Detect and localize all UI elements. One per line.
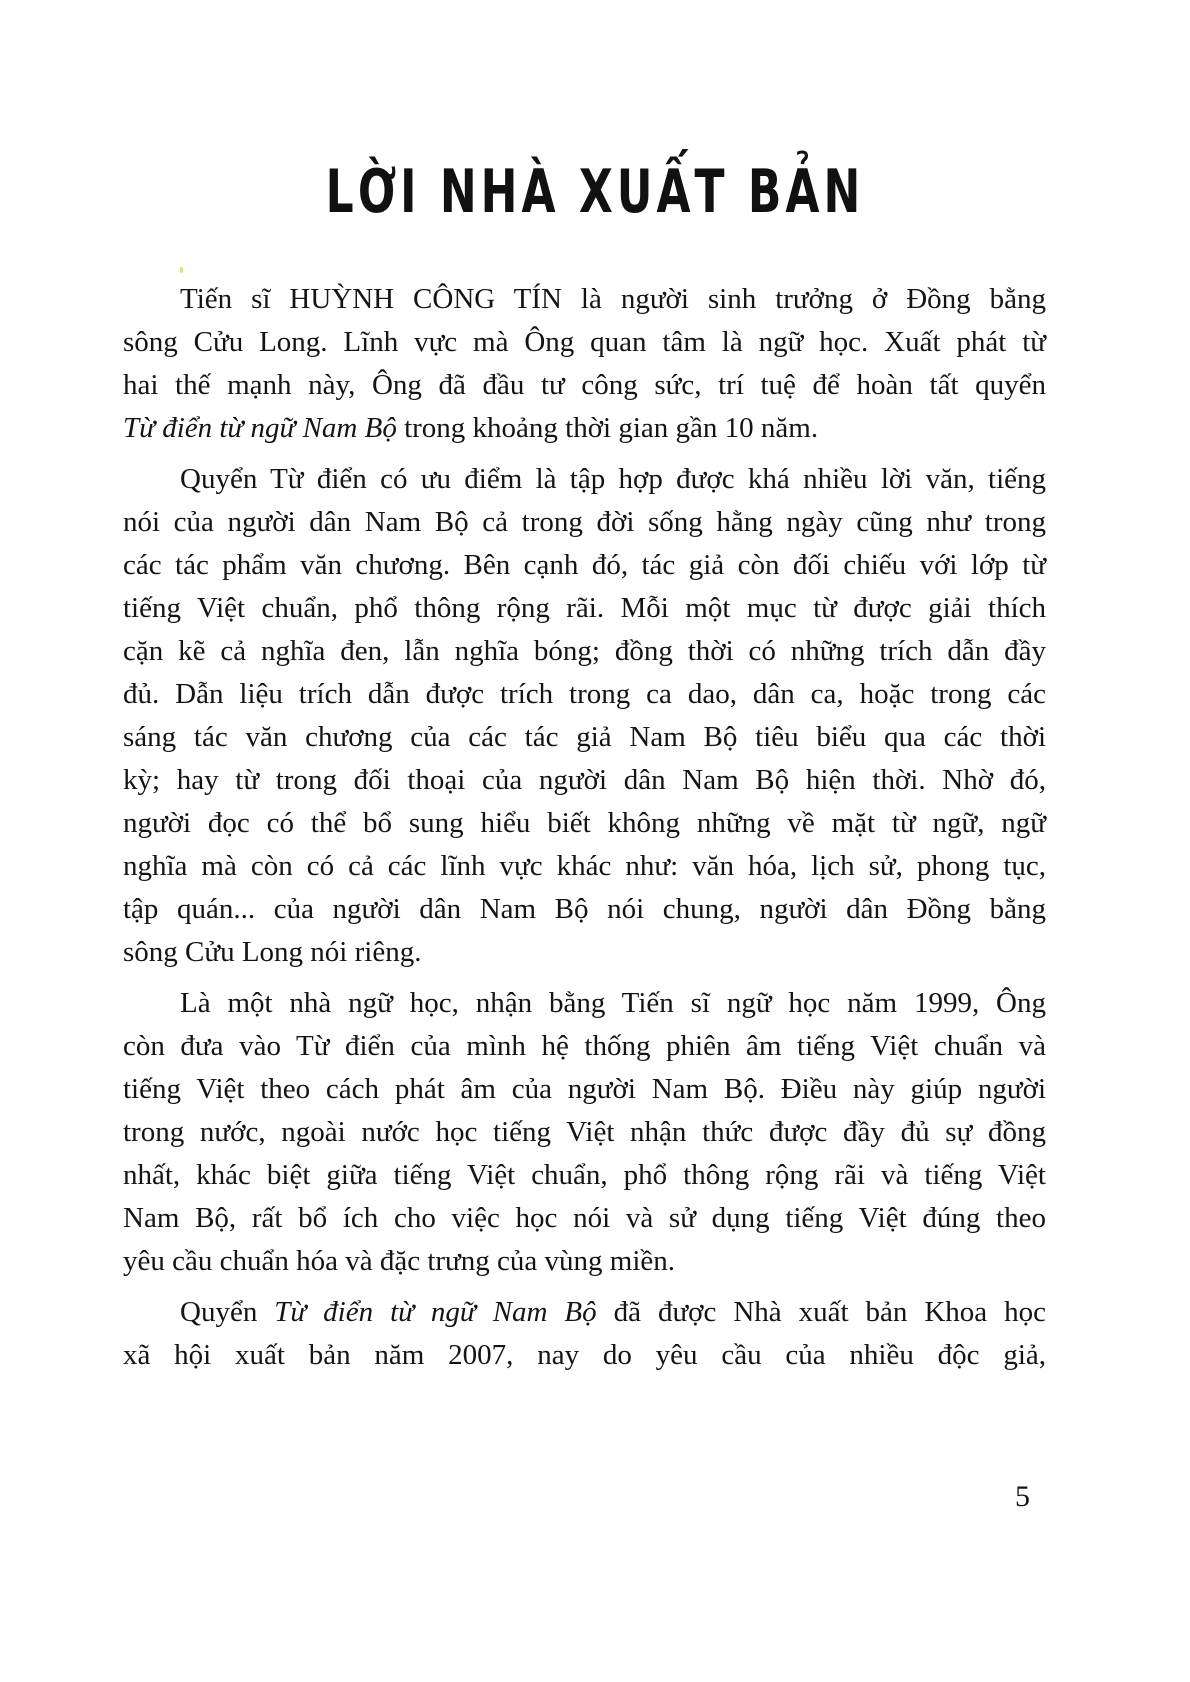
text-line bbox=[123, 1291, 1046, 1334]
text-line: nhất, khác biệt giữa tiếng Việt chuẩn, phổ thông rộng rãi và tiếng Việt bbox=[123, 1159, 1046, 1191]
text-line: tiếng Việt theo cách phát âm của người Nam Bộ. Điều này giúp người bbox=[123, 1073, 1046, 1105]
text-line bbox=[123, 407, 1046, 450]
body-text bbox=[123, 278, 1046, 1385]
text-line: Quyển Từ điển có ưu điểm là tập hợp được khá nhiều lời văn, tiếng bbox=[180, 463, 1046, 495]
text-line: xã hội xuất bản năm 2007, nay do yêu cầu của nhiều độc giả, bbox=[123, 1339, 1046, 1371]
page-number: 5 bbox=[1015, 1480, 1030, 1513]
text-line: tập quán... của người dân Nam Bộ nói chung, người dân Đồng bằng bbox=[123, 893, 1046, 925]
text-fragment: trong khoảng thời gian gần 10 năm. bbox=[396, 412, 819, 444]
text-line: sông Cửu Long. Lĩnh vực mà Ông quan tâm là ngữ học. Xuất phát từ bbox=[123, 326, 1046, 358]
text-line: đủ. Dẫn liệu trích dẫn được trích trong ca dao, dân ca, hoặc trong các bbox=[123, 678, 1046, 710]
paragraph-2 bbox=[123, 458, 1046, 974]
text-fragment: đã được Nhà xuất bản Khoa học bbox=[596, 1296, 1046, 1328]
paragraph-1 bbox=[123, 278, 1046, 450]
paragraph-4 bbox=[123, 1291, 1046, 1377]
book-title-italic: Từ điển từ ngữ Nam Bộ bbox=[123, 412, 397, 444]
text-line: yêu cầu chuẩn hóa và đặc trưng của vùng miền. bbox=[123, 1245, 676, 1277]
text-line: sông Cửu Long nói riêng. bbox=[123, 936, 422, 968]
text-line: trong nước, ngoài nước học tiếng Việt nhận thức được đầy đủ sự đồng bbox=[123, 1116, 1046, 1148]
text-line: nói của người dân Nam Bộ cả trong đời sống hằng ngày cũng như trong bbox=[123, 506, 1046, 538]
text-line: Tiến sĩ HUỲNH CÔNG TÍN là người sinh trưởng ở Đồng bằng bbox=[180, 283, 1046, 315]
text-line: kỳ; hay từ trong đối thoại của người dân Nam Bộ hiện thời. Nhờ đó, bbox=[123, 764, 1046, 796]
page-title: LỜI NHÀ XUẤT BẢN bbox=[325, 158, 865, 227]
paper-speck bbox=[180, 267, 183, 273]
text-line: các tác phẩm văn chương. Bên cạnh đó, tác giả còn đối chiếu với lớp từ bbox=[123, 549, 1046, 581]
text-fragment: Quyển bbox=[180, 1296, 275, 1328]
text-line: người đọc có thể bổ sung hiểu biết không những về mặt từ ngữ, ngữ bbox=[123, 807, 1046, 839]
text-line: hai thế mạnh này, Ông đã đầu tư công sức, trí tuệ để hoàn tất quyển bbox=[123, 369, 1046, 401]
paragraph-3 bbox=[123, 982, 1046, 1283]
text-line: tiếng Việt chuẩn, phổ thông rộng rãi. Mỗi một mục từ được giải thích bbox=[123, 592, 1046, 624]
text-line: Là một nhà ngữ học, nhận bằng Tiến sĩ ngữ học năm 1999, Ông bbox=[180, 987, 1046, 1019]
text-line: còn đưa vào Từ điển của mình hệ thống phiên âm tiếng Việt chuẩn và bbox=[123, 1030, 1046, 1062]
book-title-italic: Từ điển từ ngữ Nam Bộ bbox=[274, 1296, 597, 1328]
text-line: nghĩa mà còn có cả các lĩnh vực khác như: văn hóa, lịch sử, phong tục, bbox=[123, 850, 1046, 882]
text-line: cặn kẽ cả nghĩa đen, lẫn nghĩa bóng; đồng thời có những trích dẫn đầy bbox=[123, 635, 1046, 667]
text-line: sáng tác văn chương của các tác giả Nam Bộ tiêu biểu qua các thời bbox=[123, 721, 1046, 753]
text-line: Nam Bộ, rất bổ ích cho việc học nói và sử dụng tiếng Việt đúng theo bbox=[123, 1202, 1046, 1234]
